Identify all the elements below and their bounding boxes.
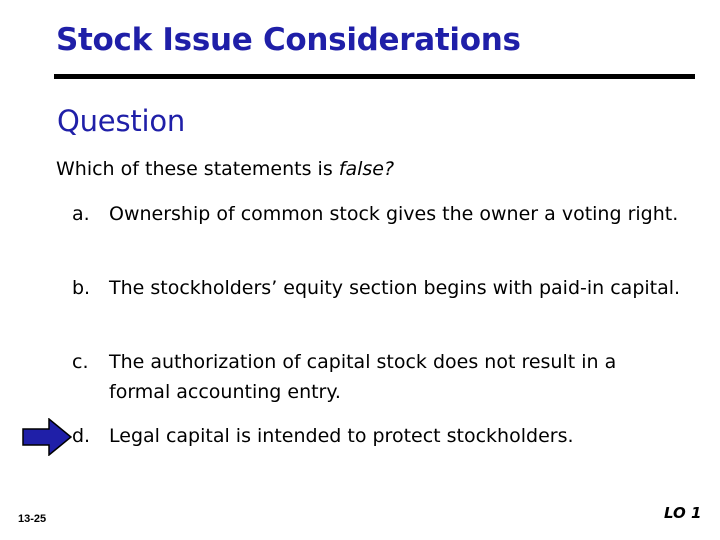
question-text (56, 158, 394, 180)
answer-option-c (72, 347, 682, 407)
question-emphasis: false? (338, 158, 395, 180)
answer-letter-d: d. (72, 425, 91, 447)
answer-text-c: The authorization of capital stock does not result in a formal accounting entry. (109, 351, 617, 403)
right-arrow-icon (22, 418, 72, 456)
answer-letter-a: a. (72, 203, 90, 225)
title-divider (54, 74, 695, 79)
answer-letter-c: c. (72, 351, 89, 373)
section-heading: Question (57, 104, 186, 138)
slide-title: Stock Issue Considerations (56, 22, 521, 58)
answer-letter-b: b. (72, 277, 91, 299)
learning-objective-label: LO 1 (664, 504, 702, 522)
answer-option-b (72, 273, 682, 303)
question-prefix: Which of these statements is (56, 158, 339, 180)
answer-text-a: Ownership of common stock gives the owner a voting right. (109, 203, 679, 225)
answer-option-a (72, 199, 682, 229)
answer-text-b: The stockholders’ equity section begins with paid-in capital. (109, 277, 681, 299)
answer-text-d: Legal capital is intended to protect stockholders. (109, 425, 574, 447)
answer-option-d (72, 421, 682, 451)
slide-number: 13-25 (18, 513, 47, 525)
